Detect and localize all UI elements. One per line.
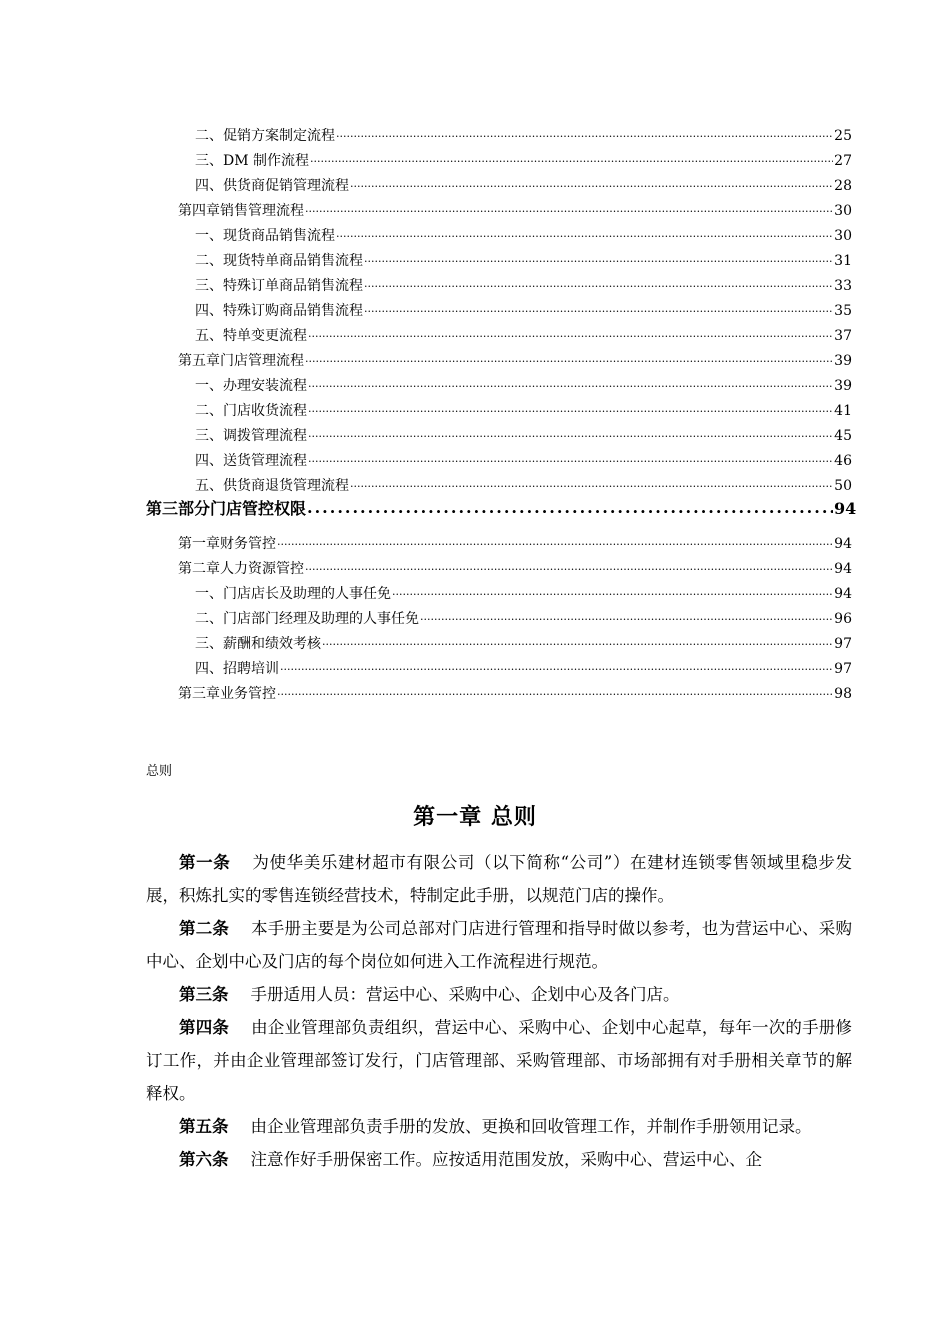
toc-entry-page: 33: [834, 278, 852, 294]
toc-entry-number: 一、: [195, 586, 223, 602]
article-text: 为使华美乐建材超市有限公司（以下简称“公司”）在建材连锁零售领域里稳步发展，积炼扎实的零售连锁经营技术，特制定此手册，以规范门店的操作。: [146, 853, 853, 905]
toc-entry-page: 39: [834, 353, 852, 369]
article-paragraph: [146, 846, 852, 912]
toc-entry-page: 41: [834, 403, 852, 419]
toc-entry-page: 97: [834, 661, 852, 677]
toc-entry[interactable]: [178, 534, 852, 554]
toc-entry-title: DM 制作流程: [223, 153, 310, 169]
toc-entry-number: 三、: [195, 278, 223, 294]
toc-entry-number: 五、: [195, 328, 223, 344]
toc-entry-number: 三、: [195, 153, 223, 169]
toc-leader-dots: [307, 498, 833, 518]
chapter-body: [146, 846, 852, 1176]
toc-entry-title: 调拨管理流程: [223, 428, 307, 444]
toc-leader-dots: [392, 581, 833, 602]
toc-entry-page: 94: [834, 536, 852, 552]
toc-entry-page: 28: [834, 178, 852, 194]
toc-leader-dots: [305, 198, 833, 219]
article-text: 手册适用人员：营运中心、采购中心、企划中心及各门店。: [250, 985, 680, 1004]
toc-leader-dots: [364, 248, 833, 269]
toc-entry[interactable]: [195, 326, 852, 346]
toc-leader-dots: [308, 448, 833, 469]
toc-entry-title: 薪酬和绩效考核: [223, 636, 321, 652]
toc-entry[interactable]: [195, 301, 852, 321]
toc-entry[interactable]: [178, 559, 852, 579]
toc-entry[interactable]: [195, 584, 852, 604]
toc-entry-title: 现货商品销售流程: [223, 228, 335, 244]
toc-entry[interactable]: [195, 176, 852, 196]
toc-leader-dots: [277, 681, 833, 702]
article-paragraph: [146, 1011, 852, 1110]
article-text: 由企业管理部负责组织，营运中心、采购中心、企划中心起草，每年一次的手册修订工作，并由企业管理部签订发行，门店管理部、采购管理部、市场部拥有对手册相关章节的解释权。: [146, 1018, 853, 1103]
toc-entry-number: 第四章: [178, 203, 220, 219]
toc-entry-number: 第三章: [178, 686, 220, 702]
toc-entry-title: 门店收货流程: [223, 403, 307, 419]
toc-leader-dots: [308, 373, 833, 394]
toc-entry-page: 35: [834, 303, 852, 319]
toc-entry-page: 94: [834, 586, 852, 602]
toc-leader-dots: [364, 273, 833, 294]
toc-entry[interactable]: [178, 351, 852, 371]
article-label: 第三条: [179, 985, 229, 1004]
toc-entry-number: 二、: [195, 128, 223, 144]
article-text: 由企业管理部负责手册的发放、更换和回收管理工作，并制作手册领用记录。: [250, 1117, 812, 1136]
toc-entry-page: 37: [834, 328, 852, 344]
toc-entry[interactable]: [195, 476, 852, 496]
toc-entry-number: 二、: [195, 253, 223, 269]
toc-entry-page: 39: [834, 378, 852, 394]
toc-leader-dots: [305, 348, 833, 369]
toc-entry-title: 门店管理流程: [220, 353, 304, 369]
toc-entry-number: 四、: [195, 303, 223, 319]
section-label: 总则: [146, 764, 173, 779]
toc-entry-title: 办理安装流程: [223, 378, 307, 394]
article-label: 第一条: [179, 853, 231, 872]
article-text: 本手册主要是为公司总部对门店进行管理和指导时做以参考，也为营运中心、采购中心、企划中心及门店的每个岗位如何进入工作流程进行规范。: [146, 919, 853, 971]
toc-entry-page: 96: [834, 611, 852, 627]
article-text: 注意作好手册保密工作。应按适用范围发放，采购中心、营运中心、企: [250, 1150, 762, 1169]
toc-entry-number: 第二章: [178, 561, 220, 577]
toc-entry-title: 门店部门经理及助理的人事任免: [223, 611, 419, 627]
toc-entry[interactable]: [195, 659, 852, 679]
toc-entry[interactable]: [195, 401, 852, 421]
toc-entry-title: 招聘培训: [223, 661, 279, 677]
article-label: 第二条: [179, 919, 230, 938]
toc-leader-dots: [310, 148, 833, 169]
toc-entry-number: 一、: [195, 378, 223, 394]
toc-entry-number: 第五章: [178, 353, 220, 369]
toc-entry[interactable]: [195, 226, 852, 246]
toc-leader-dots: [277, 531, 833, 552]
toc-entry[interactable]: [195, 376, 852, 396]
toc-entry-title: 送货管理流程: [223, 453, 307, 469]
toc-entry-page: 45: [834, 428, 852, 444]
toc-entry-page: 31: [834, 253, 852, 269]
toc-leader-dots: [308, 398, 833, 419]
toc-entry-page: 46: [834, 453, 852, 469]
toc-entry-page: 25: [834, 128, 852, 144]
article-label: 第六条: [179, 1150, 229, 1169]
toc-entry-number: 四、: [195, 453, 223, 469]
chapter-title: 第一章 总则: [413, 804, 537, 830]
toc-entry-number: 第一章: [178, 536, 220, 552]
toc-entry-title: 财务管控: [220, 536, 276, 552]
toc-entry[interactable]: [195, 251, 852, 271]
article-label: 第五条: [179, 1117, 229, 1136]
toc-entry-number: 三、: [195, 636, 223, 652]
article-paragraph: [146, 1143, 852, 1176]
toc-entry-number: 五、: [195, 478, 223, 494]
toc-leader-dots: [336, 223, 833, 244]
toc-entry-title: 现货特单商品销售流程: [223, 253, 363, 269]
toc-entry-title: 供货商促销管理流程: [223, 178, 349, 194]
toc-entry-number: 四、: [195, 178, 223, 194]
toc-entry-title: 业务管控: [220, 686, 276, 702]
toc-entry[interactable]: [195, 451, 852, 471]
toc-entry-page: 50: [834, 478, 852, 494]
toc-entry-number: 一、: [195, 228, 223, 244]
toc-entry-page: 97: [834, 636, 852, 652]
toc-leader-dots: [280, 656, 833, 677]
toc-leader-dots: [336, 123, 833, 144]
toc-entry-page: 30: [834, 228, 852, 244]
toc-leader-dots: [322, 631, 833, 652]
toc-entry-title: 供货商退货管理流程: [223, 478, 349, 494]
toc-entry-number: 第三部分: [146, 499, 211, 518]
toc-entry-page: 30: [834, 203, 852, 219]
toc-entry[interactable]: [195, 126, 852, 146]
toc-entry[interactable]: [195, 151, 852, 171]
toc-entry-page: 94: [834, 561, 852, 577]
toc-entry-title: 门店店长及助理的人事任免: [223, 586, 391, 602]
toc-leader-dots: [350, 173, 833, 194]
toc-entry-title: 门店管控权限: [210, 499, 307, 518]
toc-leader-dots: [350, 473, 833, 494]
toc-entry-number: 二、: [195, 403, 223, 419]
toc-entry[interactable]: [195, 276, 852, 296]
toc-leader-dots: [308, 323, 833, 344]
toc-entry[interactable]: [195, 609, 852, 629]
toc-leader-dots: [420, 606, 833, 627]
toc-entry-title: 人力资源管控: [220, 561, 304, 577]
article-label: 第四条: [179, 1018, 230, 1037]
toc-entry-page: 98: [834, 686, 852, 702]
article-paragraph: [146, 978, 852, 1011]
toc-leader-dots: [305, 556, 833, 577]
toc-entry[interactable]: [178, 684, 852, 704]
toc-entry[interactable]: [195, 426, 852, 446]
toc-entry-number: 三、: [195, 428, 223, 444]
toc-entry-page: 27: [834, 153, 852, 169]
toc-entry-number: 二、: [195, 611, 223, 627]
toc-entry-number: 四、: [195, 661, 223, 677]
article-paragraph: [146, 912, 852, 978]
toc-leader-dots: [364, 298, 833, 319]
toc-entry[interactable]: [146, 499, 857, 519]
toc-entry-title: 特殊订单商品销售流程: [223, 278, 363, 294]
toc-entry-page: 94: [834, 499, 857, 518]
toc-entry-title: 促销方案制定流程: [223, 128, 335, 144]
toc-entry-title: 销售管理流程: [220, 203, 304, 219]
article-paragraph: [146, 1110, 852, 1143]
toc-leader-dots: [308, 423, 833, 444]
toc-entry[interactable]: [178, 201, 852, 221]
toc-entry-title: 特殊订购商品销售流程: [223, 303, 363, 319]
toc-entry-title: 特单变更流程: [223, 328, 307, 344]
toc-entry[interactable]: [195, 634, 852, 654]
